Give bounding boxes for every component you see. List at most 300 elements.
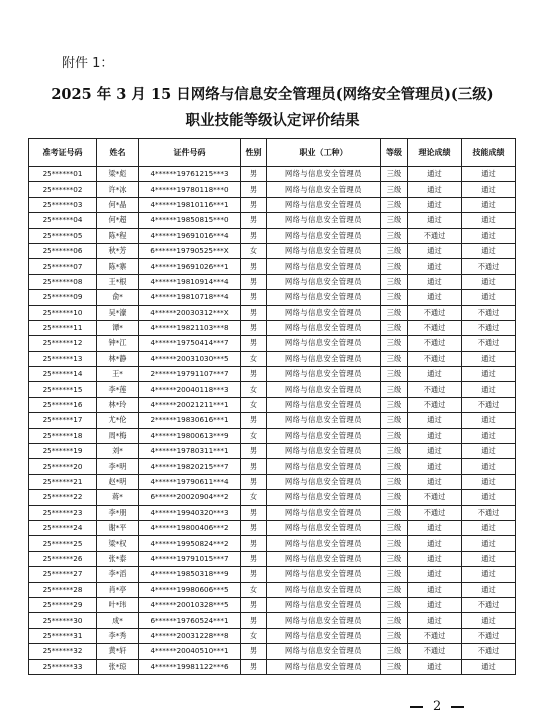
- cell-gender: 男: [241, 459, 267, 474]
- cell-name: 李*莲: [97, 382, 139, 397]
- cell-skill-result: 通过: [462, 382, 516, 397]
- cell-name: 林*玲: [97, 397, 139, 412]
- cell-theory-result: 通过: [408, 243, 462, 258]
- cell-gender: 男: [241, 597, 267, 612]
- cell-skill-result: 通过: [462, 474, 516, 489]
- cell-skill-result: 通过: [462, 659, 516, 674]
- cell-skill-result: 不通过: [462, 628, 516, 643]
- table-row: [29, 320, 516, 335]
- cell-gender: 男: [241, 197, 267, 212]
- cell-level: 三级: [381, 274, 408, 289]
- cell-level: 三级: [381, 182, 408, 197]
- cell-gender: 男: [241, 182, 267, 197]
- cell-skill-result: 通过: [462, 274, 516, 289]
- cell-name: 李*朋: [97, 505, 139, 520]
- cell-exam-id: 25******15: [29, 382, 97, 397]
- cell-occupation: 网络与信息安全管理员: [267, 520, 381, 535]
- cell-gender: 男: [241, 644, 267, 659]
- table-row: [29, 474, 516, 489]
- cell-theory-result: 通过: [408, 259, 462, 274]
- table-row: [29, 274, 516, 289]
- cell-id-number: 4******19800406***2: [139, 520, 241, 535]
- cell-exam-id: 25******32: [29, 644, 97, 659]
- cell-gender: 女: [241, 628, 267, 643]
- cell-id-number: 4******19980606***5: [139, 582, 241, 597]
- cell-skill-result: 不通过: [462, 397, 516, 412]
- cell-name: 梁*彪: [97, 167, 139, 182]
- cell-theory-result: 通过: [408, 474, 462, 489]
- cell-exam-id: 25******23: [29, 505, 97, 520]
- cell-exam-id: 25******33: [29, 659, 97, 674]
- cell-id-number: 4******20040118***3: [139, 382, 241, 397]
- cell-exam-id: 25******29: [29, 597, 97, 612]
- cell-skill-result: 通过: [462, 228, 516, 243]
- cell-exam-id: 25******01: [29, 167, 97, 182]
- cell-occupation: 网络与信息安全管理员: [267, 444, 381, 459]
- cell-gender: 男: [241, 259, 267, 274]
- cell-id-number: 4******19800613***9: [139, 428, 241, 443]
- cell-id-number: 4******19761215***3: [139, 167, 241, 182]
- cell-skill-result: 通过: [462, 351, 516, 366]
- cell-id-number: 4******19810116***1: [139, 197, 241, 212]
- table-row: [29, 413, 516, 428]
- cell-theory-result: 通过: [408, 367, 462, 382]
- header-exam-id: 准考证号码: [29, 139, 97, 167]
- table-row: [29, 567, 516, 582]
- cell-theory-result: 通过: [408, 536, 462, 551]
- cell-id-number: 4******20010328***5: [139, 597, 241, 612]
- cell-exam-id: 25******10: [29, 305, 97, 320]
- cell-id-number: 2******19791107***7: [139, 367, 241, 382]
- cell-theory-result: 通过: [408, 167, 462, 182]
- cell-id-number: 4******19791015***7: [139, 551, 241, 566]
- cell-level: 三级: [381, 336, 408, 351]
- table-row: [29, 305, 516, 320]
- cell-name: 许*冰: [97, 182, 139, 197]
- cell-occupation: 网络与信息安全管理员: [267, 182, 381, 197]
- cell-id-number: 4******20040510***1: [139, 644, 241, 659]
- cell-exam-id: 25******07: [29, 259, 97, 274]
- cell-level: 三级: [381, 582, 408, 597]
- cell-theory-result: 通过: [408, 582, 462, 597]
- table-row: [29, 444, 516, 459]
- cell-id-number: 4******20031030***5: [139, 351, 241, 366]
- table-row: [29, 597, 516, 612]
- cell-skill-result: 通过: [462, 536, 516, 551]
- table-row: [29, 213, 516, 228]
- cell-id-number: 4******19691016***4: [139, 228, 241, 243]
- cell-level: 三级: [381, 197, 408, 212]
- cell-exam-id: 25******04: [29, 213, 97, 228]
- cell-name: 钟*江: [97, 336, 139, 351]
- cell-gender: 男: [241, 505, 267, 520]
- cell-theory-result: 通过: [408, 444, 462, 459]
- page-footer: [410, 699, 464, 714]
- cell-name: 周*梅: [97, 428, 139, 443]
- cell-occupation: 网络与信息安全管理员: [267, 490, 381, 505]
- cell-level: 三级: [381, 644, 408, 659]
- cell-exam-id: 25******30: [29, 613, 97, 628]
- table-row: [29, 259, 516, 274]
- cell-skill-result: 不通过: [462, 505, 516, 520]
- cell-gender: 女: [241, 243, 267, 258]
- cell-occupation: 网络与信息安全管理员: [267, 474, 381, 489]
- cell-gender: 男: [241, 474, 267, 489]
- cell-gender: 男: [241, 305, 267, 320]
- cell-id-number: 4******19790611***4: [139, 474, 241, 489]
- cell-gender: 女: [241, 490, 267, 505]
- cell-gender: 男: [241, 167, 267, 182]
- cell-level: 三级: [381, 259, 408, 274]
- cell-name: 梁*权: [97, 536, 139, 551]
- attachment-label: 附件 1：: [62, 56, 114, 71]
- cell-occupation: 网络与信息安全管理员: [267, 397, 381, 412]
- cell-occupation: 网络与信息安全管理员: [267, 413, 381, 428]
- cell-level: 三级: [381, 659, 408, 674]
- cell-theory-result: 不通过: [408, 397, 462, 412]
- cell-name: 秋*芳: [97, 243, 139, 258]
- cell-name: 李*滔: [97, 567, 139, 582]
- cell-occupation: 网络与信息安全管理员: [267, 459, 381, 474]
- cell-gender: 女: [241, 351, 267, 366]
- cell-occupation: 网络与信息安全管理员: [267, 567, 381, 582]
- cell-occupation: 网络与信息安全管理员: [267, 320, 381, 335]
- table-row: [29, 659, 516, 674]
- cell-level: 三级: [381, 367, 408, 382]
- cell-id-number: 6******19790525***X: [139, 243, 241, 258]
- cell-name: 何*超: [97, 213, 139, 228]
- table-row: [29, 290, 516, 305]
- cell-exam-id: 25******28: [29, 582, 97, 597]
- cell-exam-id: 25******02: [29, 182, 97, 197]
- cell-exam-id: 25******16: [29, 397, 97, 412]
- cell-skill-result: 通过: [462, 520, 516, 535]
- cell-occupation: 网络与信息安全管理员: [267, 259, 381, 274]
- header-name: 姓名: [97, 139, 139, 167]
- cell-id-number: 4******20030312***X: [139, 305, 241, 320]
- cell-exam-id: 25******17: [29, 413, 97, 428]
- cell-occupation: 网络与信息安全管理员: [267, 597, 381, 612]
- table-row: [29, 551, 516, 566]
- cell-skill-result: 通过: [462, 182, 516, 197]
- cell-level: 三级: [381, 320, 408, 335]
- cell-occupation: 网络与信息安全管理员: [267, 197, 381, 212]
- table-row: [29, 490, 516, 505]
- cell-occupation: 网络与信息安全管理员: [267, 613, 381, 628]
- cell-id-number: 4******19810718***4: [139, 290, 241, 305]
- table-row: [29, 228, 516, 243]
- cell-level: 三级: [381, 597, 408, 612]
- cell-theory-result: 不通过: [408, 644, 462, 659]
- cell-exam-id: 25******31: [29, 628, 97, 643]
- cell-occupation: 网络与信息安全管理员: [267, 382, 381, 397]
- cell-id-number: 4******20021211***1: [139, 397, 241, 412]
- cell-exam-id: 25******06: [29, 243, 97, 258]
- cell-theory-result: 通过: [408, 428, 462, 443]
- cell-name: 叶*玮: [97, 597, 139, 612]
- cell-gender: 男: [241, 274, 267, 289]
- header-id-number: 证件号码: [139, 139, 241, 167]
- cell-id-number: 6******20020904***2: [139, 490, 241, 505]
- cell-name: 肖*亭: [97, 582, 139, 597]
- cell-name: 黄*轩: [97, 644, 139, 659]
- cell-occupation: 网络与信息安全管理员: [267, 505, 381, 520]
- cell-occupation: 网络与信息安全管理员: [267, 659, 381, 674]
- cell-occupation: 网络与信息安全管理员: [267, 290, 381, 305]
- cell-name: 谭*: [97, 320, 139, 335]
- table-header-row: [29, 139, 516, 167]
- cell-name: 李*秀: [97, 628, 139, 643]
- cell-level: 三级: [381, 290, 408, 305]
- cell-name: 王*根: [97, 274, 139, 289]
- cell-occupation: 网络与信息安全管理员: [267, 228, 381, 243]
- cell-theory-result: 通过: [408, 551, 462, 566]
- cell-id-number: 4******19691026***1: [139, 259, 241, 274]
- cell-skill-result: 通过: [462, 444, 516, 459]
- cell-id-number: 4******19810914***4: [139, 274, 241, 289]
- cell-level: 三级: [381, 413, 408, 428]
- cell-gender: 男: [241, 336, 267, 351]
- cell-gender: 男: [241, 551, 267, 566]
- cell-level: 三级: [381, 382, 408, 397]
- table-row: [29, 197, 516, 212]
- cell-id-number: 4******19950824***2: [139, 536, 241, 551]
- cell-name: 李*明: [97, 459, 139, 474]
- cell-id-number: 4******20031228***8: [139, 628, 241, 643]
- cell-exam-id: 25******18: [29, 428, 97, 443]
- cell-name: 张*琼: [97, 659, 139, 674]
- cell-level: 三级: [381, 490, 408, 505]
- header-level: 等级: [381, 139, 408, 167]
- cell-skill-result: 通过: [462, 243, 516, 258]
- cell-exam-id: 25******21: [29, 474, 97, 489]
- cell-name: 陈*程: [97, 228, 139, 243]
- cell-theory-result: 通过: [408, 613, 462, 628]
- cell-exam-id: 25******05: [29, 228, 97, 243]
- cell-theory-result: 不通过: [408, 505, 462, 520]
- cell-gender: 男: [241, 320, 267, 335]
- cell-level: 三级: [381, 551, 408, 566]
- cell-occupation: 网络与信息安全管理员: [267, 644, 381, 659]
- cell-skill-result: 通过: [462, 167, 516, 182]
- cell-theory-result: 通过: [408, 413, 462, 428]
- cell-occupation: 网络与信息安全管理员: [267, 551, 381, 566]
- cell-theory-result: 通过: [408, 290, 462, 305]
- result-table: [28, 138, 516, 675]
- cell-exam-id: 25******11: [29, 320, 97, 335]
- cell-gender: 女: [241, 582, 267, 597]
- cell-skill-result: 不通过: [462, 644, 516, 659]
- cell-exam-id: 25******27: [29, 567, 97, 582]
- cell-level: 三级: [381, 213, 408, 228]
- cell-id-number: 2******19830616***1: [139, 413, 241, 428]
- table-row: [29, 505, 516, 520]
- cell-theory-result: 不通过: [408, 305, 462, 320]
- cell-skill-result: 不通过: [462, 259, 516, 274]
- cell-occupation: 网络与信息安全管理员: [267, 243, 381, 258]
- cell-theory-result: 通过: [408, 459, 462, 474]
- cell-name: 蒋*: [97, 490, 139, 505]
- cell-theory-result: 不通过: [408, 228, 462, 243]
- cell-skill-result: 通过: [462, 428, 516, 443]
- cell-gender: 男: [241, 613, 267, 628]
- table-row: [29, 351, 516, 366]
- header-skill-result: 技能成绩: [462, 139, 516, 167]
- cell-name: 王*: [97, 367, 139, 382]
- cell-occupation: 网络与信息安全管理员: [267, 213, 381, 228]
- cell-id-number: 6******19760524***1: [139, 613, 241, 628]
- cell-gender: 男: [241, 659, 267, 674]
- cell-level: 三级: [381, 474, 408, 489]
- cell-gender: 男: [241, 567, 267, 582]
- cell-skill-result: 通过: [462, 551, 516, 566]
- cell-theory-result: 通过: [408, 520, 462, 535]
- cell-name: 陈*寨: [97, 259, 139, 274]
- cell-theory-result: 通过: [408, 274, 462, 289]
- header-occupation: 职业（工种）: [267, 139, 381, 167]
- cell-level: 三级: [381, 351, 408, 366]
- table-row: [29, 243, 516, 258]
- cell-id-number: 4******19850318***9: [139, 567, 241, 582]
- cell-theory-result: 不通过: [408, 490, 462, 505]
- cell-level: 三级: [381, 228, 408, 243]
- cell-level: 三级: [381, 505, 408, 520]
- cell-exam-id: 25******20: [29, 459, 97, 474]
- cell-id-number: 4******19850815***0: [139, 213, 241, 228]
- cell-skill-result: 通过: [462, 490, 516, 505]
- cell-gender: 男: [241, 520, 267, 535]
- cell-level: 三级: [381, 459, 408, 474]
- cell-theory-result: 通过: [408, 213, 462, 228]
- cell-level: 三级: [381, 628, 408, 643]
- table-row: [29, 367, 516, 382]
- cell-name: 成*: [97, 613, 139, 628]
- cell-theory-result: 不通过: [408, 320, 462, 335]
- cell-skill-result: 通过: [462, 459, 516, 474]
- cell-exam-id: 25******09: [29, 290, 97, 305]
- table-row: [29, 459, 516, 474]
- cell-id-number: 4******19940320***3: [139, 505, 241, 520]
- table-row: [29, 382, 516, 397]
- table-row: [29, 397, 516, 412]
- cell-gender: 女: [241, 428, 267, 443]
- cell-skill-result: 不通过: [462, 336, 516, 351]
- cell-exam-id: 25******22: [29, 490, 97, 505]
- cell-exam-id: 25******08: [29, 274, 97, 289]
- table-row: [29, 613, 516, 628]
- table-row: [29, 167, 516, 182]
- footer-dash-left: [410, 706, 423, 708]
- cell-exam-id: 25******14: [29, 367, 97, 382]
- cell-exam-id: 25******12: [29, 336, 97, 351]
- table-row: [29, 520, 516, 535]
- cell-level: 三级: [381, 536, 408, 551]
- cell-theory-result: 通过: [408, 197, 462, 212]
- cell-id-number: 4******19780311***1: [139, 444, 241, 459]
- cell-skill-result: 通过: [462, 290, 516, 305]
- table-header: [29, 139, 516, 167]
- cell-skill-result: 不通过: [462, 597, 516, 612]
- cell-name: 林*静: [97, 351, 139, 366]
- cell-skill-result: 通过: [462, 413, 516, 428]
- cell-occupation: 网络与信息安全管理员: [267, 336, 381, 351]
- cell-name: 吴*濠: [97, 305, 139, 320]
- cell-level: 三级: [381, 613, 408, 628]
- cell-gender: 男: [241, 413, 267, 428]
- table-row: [29, 182, 516, 197]
- cell-occupation: 网络与信息安全管理员: [267, 351, 381, 366]
- cell-occupation: 网络与信息安全管理员: [267, 367, 381, 382]
- cell-name: 俞*: [97, 290, 139, 305]
- table-row: [29, 336, 516, 351]
- table-row: [29, 644, 516, 659]
- cell-occupation: 网络与信息安全管理员: [267, 274, 381, 289]
- cell-id-number: 4******19821103***8: [139, 320, 241, 335]
- table-row: [29, 582, 516, 597]
- cell-gender: 男: [241, 367, 267, 382]
- document-title: 2025 年 3 月 15 日网络与信息安全管理员(网络安全管理员)(三级)职业技能等级认定评价结果: [51, 86, 494, 129]
- table-body: [29, 167, 516, 675]
- cell-gender: 男: [241, 213, 267, 228]
- footer-dash-right: [451, 706, 464, 708]
- cell-id-number: 4******19820215***7: [139, 459, 241, 474]
- cell-gender: 男: [241, 536, 267, 551]
- cell-name: 何*晶: [97, 197, 139, 212]
- header-gender: 性别: [241, 139, 267, 167]
- cell-skill-result: 通过: [462, 567, 516, 582]
- cell-level: 三级: [381, 243, 408, 258]
- cell-occupation: 网络与信息安全管理员: [267, 167, 381, 182]
- cell-theory-result: 通过: [408, 659, 462, 674]
- cell-skill-result: 通过: [462, 613, 516, 628]
- cell-exam-id: 25******19: [29, 444, 97, 459]
- cell-occupation: 网络与信息安全管理员: [267, 628, 381, 643]
- cell-skill-result: 通过: [462, 367, 516, 382]
- cell-exam-id: 25******25: [29, 536, 97, 551]
- cell-occupation: 网络与信息安全管理员: [267, 536, 381, 551]
- cell-theory-result: 通过: [408, 182, 462, 197]
- cell-theory-result: 不通过: [408, 336, 462, 351]
- cell-skill-result: 不通过: [462, 305, 516, 320]
- cell-gender: 男: [241, 444, 267, 459]
- cell-exam-id: 25******26: [29, 551, 97, 566]
- cell-exam-id: 25******13: [29, 351, 97, 366]
- cell-occupation: 网络与信息安全管理员: [267, 582, 381, 597]
- cell-name: 刘*: [97, 444, 139, 459]
- cell-occupation: 网络与信息安全管理员: [267, 305, 381, 320]
- cell-level: 三级: [381, 167, 408, 182]
- table-row: [29, 628, 516, 643]
- cell-name: 尤*伦: [97, 413, 139, 428]
- cell-exam-id: 25******24: [29, 520, 97, 535]
- cell-id-number: 4******19780118***0: [139, 182, 241, 197]
- cell-skill-result: 通过: [462, 213, 516, 228]
- cell-gender: 男: [241, 290, 267, 305]
- cell-skill-result: 通过: [462, 197, 516, 212]
- cell-gender: 男: [241, 228, 267, 243]
- table-row: [29, 428, 516, 443]
- cell-level: 三级: [381, 567, 408, 582]
- cell-theory-result: 通过: [408, 597, 462, 612]
- cell-theory-result: 通过: [408, 567, 462, 582]
- cell-exam-id: 25******03: [29, 197, 97, 212]
- cell-name: 张*泰: [97, 551, 139, 566]
- cell-name: 谢*平: [97, 520, 139, 535]
- cell-level: 三级: [381, 428, 408, 443]
- cell-id-number: 4******19750414***7: [139, 336, 241, 351]
- cell-skill-result: 通过: [462, 582, 516, 597]
- cell-level: 三级: [381, 520, 408, 535]
